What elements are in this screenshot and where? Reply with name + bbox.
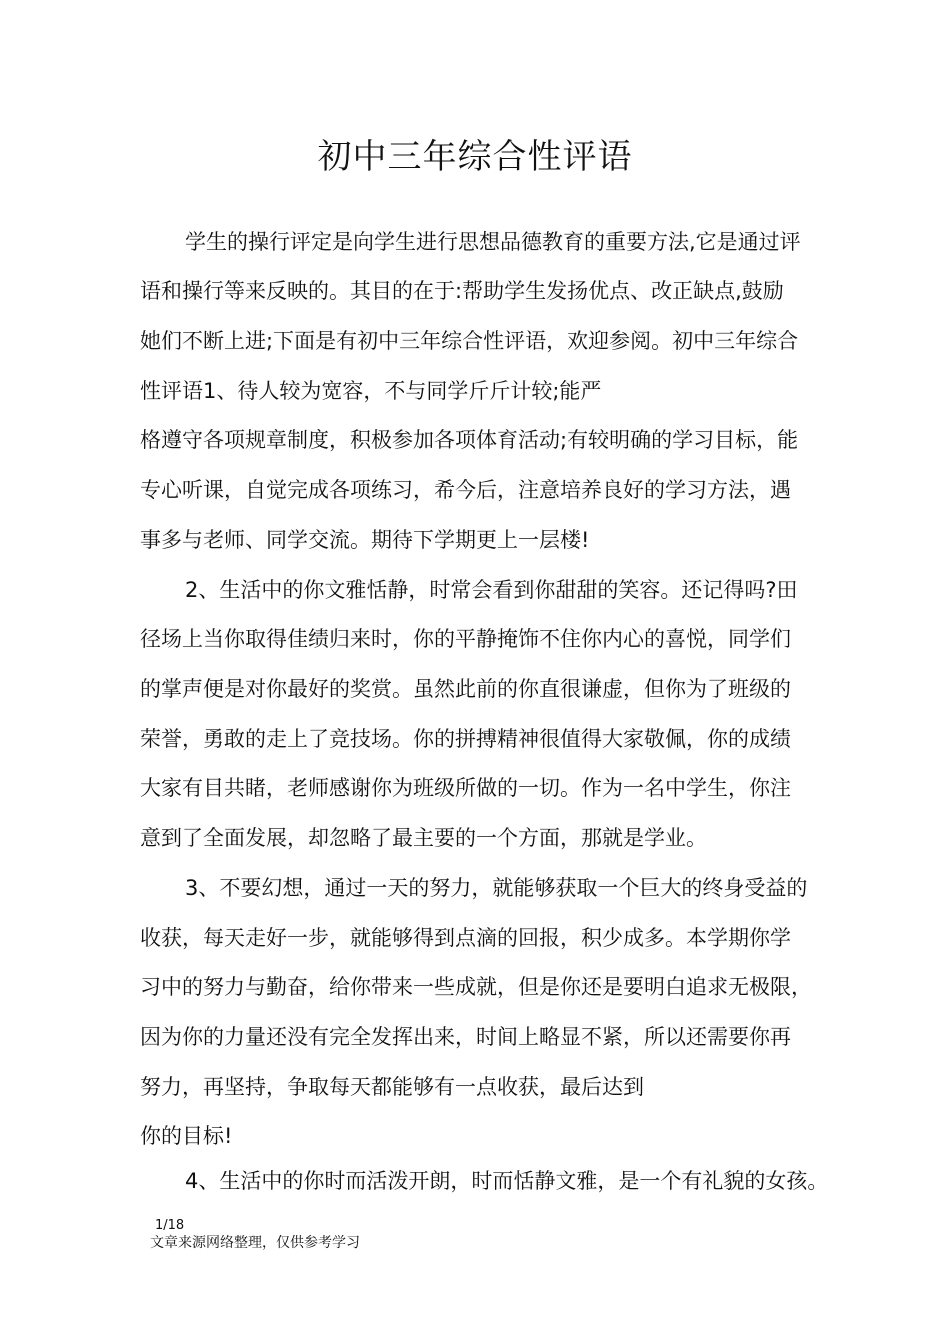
body-line: 语和操行等来反映的。其目的在于:帮助学生发扬优点、改正缺点,鼓励 [140, 279, 784, 303]
body-line: 性评语1、待人较为宽容，不与同学斤斤计较;能严 [140, 379, 602, 403]
body-line: 你的目标! [140, 1124, 233, 1148]
body-line: 3、不要幻想，通过一天的努力，就能够获取一个巨大的终身受益的 [185, 876, 808, 900]
body-line: 意到了全面发展，却忽略了最主要的一个方面，那就是学业。 [140, 826, 707, 850]
page-number: 1/18 [155, 1218, 185, 1233]
body-line: 4、生活中的你时而活泼开朗，时而恬静文雅，是一个有礼貌的女孩。 [185, 1169, 829, 1193]
body-line: 径场上当你取得佳绩归来时，你的平静掩饰不住你内心的喜悦，同学们 [140, 627, 791, 651]
body-line: 格遵守各项规章制度，积极参加各项体育活动;有较明确的学习目标，能 [140, 428, 799, 452]
body-line: 她们不断上进;下面是有初中三年综合性评语，欢迎参阅。初中三年综合 [140, 329, 799, 353]
body-line: 2、生活中的你文雅恬静，时常会看到你甜甜的笑容。还记得吗?田 [185, 578, 798, 602]
body-line: 学生的操行评定是向学生进行思想品德教育的重要方法,它是通过评 [185, 230, 801, 254]
footer-note: 文章来源网络整理，仅供参考学习 [150, 1235, 360, 1251]
body-line: 努力，再坚持，争取每天都能够有一点收获，最后达到 [140, 1075, 644, 1099]
body-line: 收获，每天走好一步，就能够得到点滴的回报，积少成多。本学期你学 [140, 926, 791, 950]
body-line: 大家有目共睹，老师感谢你为班级所做的一切。作为一名中学生，你注 [140, 776, 791, 800]
body-line: 习中的努力与勤奋，给你带来一些成就，但是你还是要明白追求无极限， [140, 975, 812, 999]
body-line: 的掌声便是对你最好的奖赏。虽然此前的你直很谦虚，但你为了班级的 [140, 677, 791, 701]
body-line: 荣誉，勇敢的走上了竞技场。你的拼搏精神很值得大家敬佩，你的成绩 [140, 727, 791, 751]
document-title: 初中三年综合性评语 [317, 137, 633, 177]
body-line: 专心听课，自觉完成各项练习，希今后，注意培养良好的学习方法，遇 [140, 478, 791, 502]
body-line: 事多与老师、同学交流。期待下学期更上一层楼! [140, 528, 590, 552]
body-line: 因为你的力量还没有完全发挥出来，时间上略显不紧，所以还需要你再 [140, 1025, 791, 1049]
